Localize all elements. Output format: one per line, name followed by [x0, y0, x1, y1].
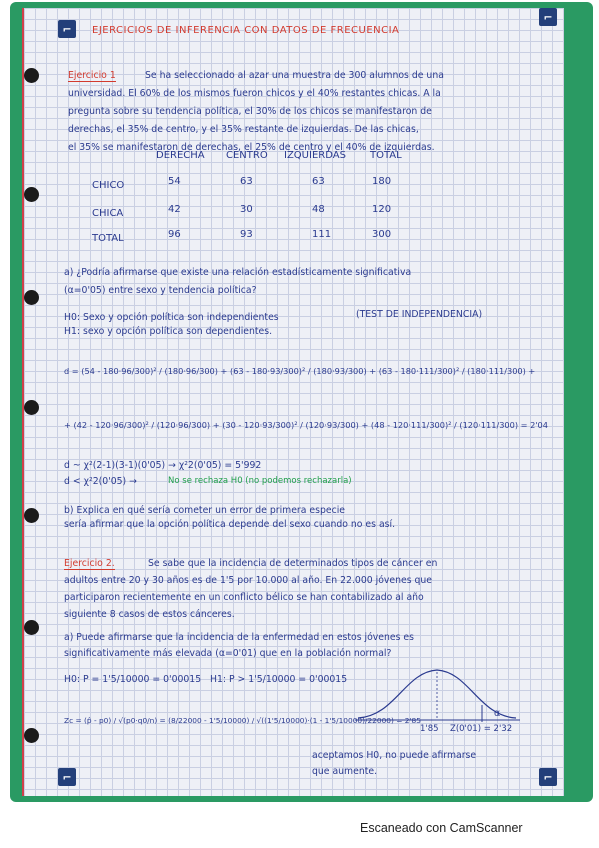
- table-cell: 111: [312, 229, 332, 240]
- table-cell: 63: [312, 176, 325, 187]
- table-cell: 300: [372, 229, 392, 240]
- notebook-logo-icon: ⌐: [58, 20, 76, 38]
- notebook-logo-icon: ⌐: [539, 8, 557, 26]
- ex1-intro-line: derechas, el 35% de centro, y el 35% restante de izquierdas. De las chicas,: [68, 124, 419, 135]
- exercise-1-label: Ejercicio 1: [68, 70, 116, 81]
- ex1-question-a: (α=0'05) entre sexo y tendencia política?: [64, 285, 257, 296]
- notebook-logo-icon: ⌐: [58, 768, 76, 786]
- ex1-intro-line: el 35% se manifestaron de derechas, el 25% de centro y el 40% de izquierdas.: [68, 142, 435, 153]
- ex1-question-b: b) Explica en qué sería cometer un error de primera especie: [64, 505, 345, 516]
- curve-critical-value: Z(0'01) = 2'32: [450, 724, 513, 734]
- ex1-h1: H1: sexo y opción política son dependientes.: [64, 326, 273, 337]
- ex2-intro-line: adultos entre 20 y 30 años es de 1'5 por 10.000 al año. En 22.000 jóvenes que: [64, 575, 433, 586]
- ex2-intro-line: siguiente 8 casos de estos cánceres.: [64, 609, 235, 620]
- chi-square-formula-part1: d = (54 - 180·96/300)² / (180·96/300) + (63 - 180·93/300)² / (180·93/300) + (63 - 180·111/300)² / (180·111/300) +: [64, 366, 536, 376]
- ex1-answer-b: sería afirmar que la opción política depende del sexo cuando no es así.: [64, 519, 396, 530]
- exercise-2-label: Ejercicio 2.: [64, 558, 115, 569]
- alpha-label: α: [494, 708, 501, 719]
- decision-text: No se rechaza H0 (no podemos rechazarla): [168, 476, 352, 486]
- ex1-intro-line: universidad. El 60% de los mismos fueron chicos y el 40% restantes chicas. A la: [68, 88, 441, 99]
- ex2-question-a: significativamente más elevada (α=0'01) que en la población normal?: [64, 648, 392, 659]
- distribution-line: d ~ χ²(2-1)(3-1)(0'05) → χ²2(0'05) = 5'992: [64, 460, 262, 471]
- ex2-conclusion: que aumente.: [312, 766, 378, 777]
- ex2-h0: H0: P = 1'5/10000 = 0'00015: [64, 674, 202, 685]
- table-cell: 30: [240, 204, 253, 215]
- notebook-logo-icon: ⌐: [539, 768, 557, 786]
- table-cell: 93: [240, 229, 253, 240]
- ex2-intro-line: participaron recientemente en un conflicto bélico se han contabilizado al año: [64, 592, 424, 603]
- table-cell: 180: [372, 176, 392, 187]
- decision-prefix: d < χ²2(0'05) →: [64, 476, 137, 487]
- table-cell: 54: [168, 176, 181, 187]
- ex2-intro-line: Se sabe que la incidencia de determinados tipos de cáncer en: [148, 558, 438, 569]
- table-row-label: CHICO: [92, 180, 125, 191]
- ex1-intro-line: Se ha seleccionado al azar una muestra de 300 alumnos de una: [145, 70, 444, 81]
- table-header-centro: CENTRO: [226, 150, 268, 161]
- ex1-h0: H0: Sexo y opción política son independientes: [64, 312, 279, 323]
- table-cell: 63: [240, 176, 253, 187]
- table-cell: 42: [168, 204, 181, 215]
- ex1-intro-line: pregunta sobre su tendencia política, el 30% de los chicos se manifestaron de: [68, 106, 432, 117]
- table-row-label: CHICA: [92, 208, 124, 219]
- ex2-h1: H1: P > 1'5/10000 = 0'00015: [210, 674, 348, 685]
- ex1-question-a: a) ¿Podría afirmarse que existe una relación estadísticamente significativa: [64, 267, 412, 278]
- ex2-conclusion: aceptamos H0, no puede afirmarse: [312, 750, 477, 761]
- z-statistic-formula: Zc = (p̂ - p0) / √(p0·q0/n) = (8/22000 - 1'5/10000) / √((1'5/10000)·(1 - 1'5/10000)/22000) = 2'85: [64, 716, 421, 725]
- curve-left-value: 1'85: [420, 724, 439, 734]
- page-title: EJERCICIOS DE INFERENCIA CON DATOS DE FRECUENCIA: [92, 25, 400, 36]
- test-type-label: (TEST DE INDEPENDENCIA): [356, 309, 483, 320]
- table-header-total: TOTAL: [370, 150, 402, 161]
- table-cell: 96: [168, 229, 181, 240]
- scanner-footer: Escaneado con CamScanner: [360, 821, 523, 835]
- table-header-izquierdas: IZQUIERDAS: [284, 150, 346, 161]
- chi-square-formula-part2: + (42 - 120·96/300)² / (120·96/300) + (30 - 120·93/300)² / (120·93/300) + (48 - 120·111/300)² / (120·111/300) = 2'04: [64, 420, 548, 430]
- table-row-label: TOTAL: [92, 233, 124, 244]
- ex2-question-a: a) Puede afirmarse que la incidencia de la enfermedad en estos jóvenes es: [64, 632, 414, 643]
- table-header-derecha: DERECHA: [156, 150, 205, 161]
- table-cell: 120: [372, 204, 392, 215]
- table-cell: 48: [312, 204, 325, 215]
